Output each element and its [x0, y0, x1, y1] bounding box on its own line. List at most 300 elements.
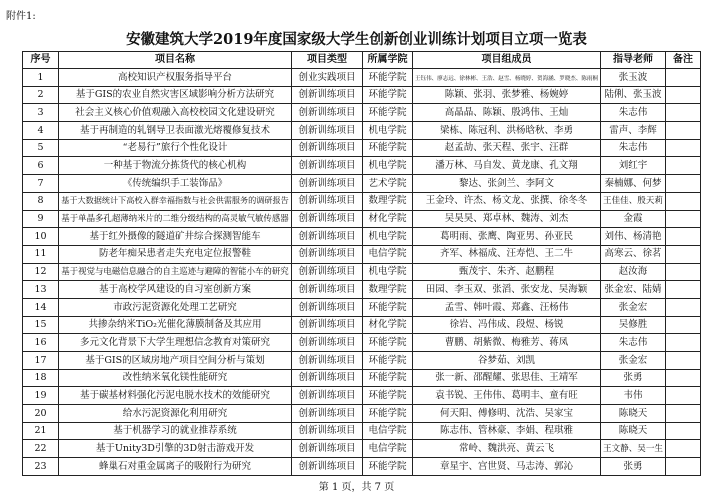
table-row: [23, 369, 701, 387]
cell-members: [413, 86, 601, 104]
table-row: [23, 352, 701, 370]
cell-advisor: [601, 298, 666, 316]
header-label: 所属学院: [367, 54, 408, 65]
college-text: 电信学院: [368, 248, 407, 260]
attachment-label: 附件1:: [6, 11, 36, 22]
cell-remark: [666, 175, 701, 193]
cell-members: [413, 228, 601, 246]
cell-type: [292, 175, 363, 193]
name-text: 共掺杂纳米TiO₂光催化薄膜制备及其应用: [88, 319, 262, 331]
cell-type: [292, 263, 363, 281]
cell-college: [363, 86, 413, 104]
cell-members: [413, 175, 601, 193]
cell-advisor: [601, 281, 666, 299]
no-text: 22: [34, 443, 47, 455]
cell-type: [292, 157, 363, 175]
name-text: 基于高校学风建设的自习室创新方案: [98, 283, 251, 295]
cell-remark: [666, 298, 701, 316]
members-text: 梁栋、陈冠利、洪杨晗秋、李勇: [439, 124, 573, 136]
cell-type: [292, 228, 363, 246]
table-row: [23, 192, 701, 210]
cell-no: [23, 104, 59, 122]
cell-no: [23, 228, 59, 246]
cell-members: [413, 245, 601, 263]
type-text: 创新训练项目: [298, 389, 356, 401]
cell-college: [363, 298, 413, 316]
type-text: 创新训练项目: [298, 319, 356, 331]
advisor-text: 陈晓天: [618, 425, 648, 437]
type-text: 创新训练项目: [298, 89, 356, 101]
header-advisor: [601, 52, 666, 69]
advisor-text: 赵汝海: [618, 266, 648, 278]
advisor-text: 朱志伟: [618, 106, 648, 118]
members-text: 甄茂宇、朱齐、赵鹏程: [458, 266, 554, 278]
project-table: [22, 51, 701, 476]
cell-advisor: [601, 458, 666, 476]
cell-members: [413, 157, 601, 175]
advisor-text: 吴修胜: [618, 319, 648, 331]
no-text: 12: [34, 266, 47, 278]
cell-no: [23, 263, 59, 281]
advisor-text: 张金宏、陆婧: [604, 283, 662, 295]
members-text: 曹鹏、胡紫微、梅雅芳、蒋凤: [444, 336, 569, 348]
cell-remark: [666, 122, 701, 140]
cell-type: [292, 422, 363, 440]
name-text: 一种基于物流分拣货代的核心机构: [103, 160, 247, 172]
advisor-text: 张金宏: [618, 301, 648, 313]
members-text: 潘万林、马自发、黄龙康、孔文翔: [435, 160, 578, 172]
type-text: 创新训练项目: [298, 106, 356, 118]
name-text: 《传统编织手工装饰品》: [122, 177, 228, 189]
cell-name: [59, 263, 292, 281]
cell-college: [363, 69, 413, 87]
cell-remark: [666, 69, 701, 87]
cell-name: [59, 157, 292, 175]
cell-remark: [666, 369, 701, 387]
cell-remark: [666, 157, 701, 175]
cell-members: [413, 458, 601, 476]
cell-college: [363, 387, 413, 405]
cell-remark: [666, 139, 701, 157]
members-text: 黎达、张剑兰、李阿文: [458, 177, 554, 189]
no-text: 13: [34, 283, 47, 295]
cell-advisor: [601, 104, 666, 122]
college-text: 机电学院: [368, 266, 407, 278]
name-text: 蜂巢石对重金属离子的吸附行为研究: [98, 460, 251, 472]
cell-remark: [666, 422, 701, 440]
no-text: 3: [37, 106, 44, 118]
cell-type: [292, 334, 363, 352]
college-text: 环能学院: [368, 372, 407, 384]
table-row: [23, 139, 701, 157]
cell-college: [363, 228, 413, 246]
members-text: 齐军、林福成、汪寿恺、王二牛: [439, 248, 573, 260]
advisor-text: 金霞: [623, 213, 643, 225]
cell-remark: [666, 104, 701, 122]
advisor-text: 王佳佳、殷天莉: [603, 196, 663, 207]
college-text: 环能学院: [368, 336, 407, 348]
cell-no: [23, 122, 59, 140]
cell-college: [363, 352, 413, 370]
advisor-text: 朱志伟: [618, 336, 648, 348]
cell-name: [59, 458, 292, 476]
table-header-row: [23, 52, 701, 69]
cell-type: [292, 69, 363, 87]
table-row: [23, 104, 701, 122]
cell-college: [363, 405, 413, 423]
no-text: 23: [34, 460, 47, 472]
name-text: 社会主义核心价值观融入高校校园文化建设研究: [75, 106, 275, 118]
table-row: [23, 316, 701, 334]
page-footer: 第 1 页，共 7 页: [318, 482, 395, 493]
cell-college: [363, 192, 413, 210]
college-text: 环能学院: [368, 89, 407, 101]
cell-remark: [666, 228, 701, 246]
cell-college: [363, 122, 413, 140]
cell-advisor: [601, 369, 666, 387]
name-text: “老易行”旅行个性化设计: [122, 142, 228, 154]
cell-members: [413, 192, 601, 210]
members-text: 徐岩、冯伟成、段煜、杨锐: [449, 319, 564, 331]
table-row: [23, 405, 701, 423]
cell-remark: [666, 458, 701, 476]
cell-type: [292, 86, 363, 104]
table-row: [23, 263, 701, 281]
table-row: [23, 281, 701, 299]
college-text: 环能学院: [368, 71, 407, 83]
advisor-text: 陆俐、张玉波: [604, 89, 662, 101]
name-text: 基于大数据统计下高校入群幸福指数与社会供需服务的调研报告: [61, 195, 289, 206]
no-text: 16: [34, 336, 47, 348]
cell-name: [59, 86, 292, 104]
cell-college: [363, 263, 413, 281]
header-label: 项目类型: [307, 54, 347, 65]
members-text: 吴昊昊、郑卓林、魏涛、刘杰: [444, 213, 569, 225]
table-row: [23, 334, 701, 352]
members-text: 葛明雨、张鹰、陶亚男、孙亚民: [439, 230, 573, 242]
type-text: 创新训练项目: [298, 230, 356, 242]
college-text: 环能学院: [368, 142, 407, 154]
cell-no: [23, 86, 59, 104]
cell-members: [413, 263, 601, 281]
advisor-text: 张勇: [623, 460, 643, 472]
name-text: 基于机器学习的就业推荐系统: [113, 425, 237, 437]
cell-advisor: [601, 157, 666, 175]
cell-members: [413, 369, 601, 387]
no-text: 20: [34, 407, 47, 419]
table-row: [23, 245, 701, 263]
cell-advisor: [601, 245, 666, 263]
cell-members: [413, 440, 601, 458]
name-text: 多元文化背景下大学生理想信念教育对策研究: [79, 336, 270, 348]
cell-no: [23, 175, 59, 193]
cell-name: [59, 405, 292, 423]
name-text: 基于GIS的区域房地产项目空间分析与策划: [85, 354, 265, 366]
cell-name: [59, 369, 292, 387]
cell-advisor: [601, 175, 666, 193]
cell-college: [363, 139, 413, 157]
college-text: 数理学院: [368, 283, 407, 295]
cell-no: [23, 369, 59, 387]
no-text: 6: [37, 160, 44, 172]
table-row: [23, 458, 701, 476]
cell-remark: [666, 387, 701, 405]
cell-remark: [666, 192, 701, 210]
cell-advisor: [601, 334, 666, 352]
no-text: 11: [34, 248, 47, 260]
cell-type: [292, 316, 363, 334]
cell-name: [59, 210, 292, 228]
college-text: 机电学院: [368, 230, 407, 242]
cell-remark: [666, 86, 701, 104]
cell-no: [23, 157, 59, 175]
cell-type: [292, 405, 363, 423]
cell-college: [363, 157, 413, 175]
no-text: 1: [37, 71, 44, 83]
name-text: 基于再制造的轧钢导卫表面激光熔覆修复技术: [79, 124, 270, 136]
members-text: 王钰伟、廖志远、徐林彬、王浩、赵雪、杨晓婷、贺海涵、罗晓杰、陈雨桐: [415, 75, 599, 82]
cell-name: [59, 387, 292, 405]
college-text: 环能学院: [368, 354, 407, 366]
college-text: 环能学院: [368, 106, 407, 118]
no-text: 10: [34, 230, 47, 242]
cell-no: [23, 334, 59, 352]
cell-advisor: [601, 86, 666, 104]
members-text: 高晶晶、陈颖、殷鸿伟、王灿: [444, 106, 569, 118]
cell-college: [363, 316, 413, 334]
members-text: 孟雪、韩叶霞、郑鑫、汪杨伟: [444, 301, 569, 313]
no-text: 4: [37, 124, 44, 136]
name-text: 改性纳米氧化镁性能研究: [122, 372, 228, 384]
document-title: 安徽建筑大学2019年度国家级大学生创新创业训练计划项目立项一览表: [126, 31, 587, 48]
members-text: 陈志伟、管林豪、李娟、程琪雅: [439, 425, 573, 437]
cell-members: [413, 422, 601, 440]
cell-name: [59, 281, 292, 299]
cell-advisor: [601, 263, 666, 281]
cell-no: [23, 281, 59, 299]
cell-college: [363, 334, 413, 352]
members-text: 章星宇、宫世贤、马志涛、郭沁: [439, 460, 573, 472]
header-college: [363, 52, 413, 69]
members-text: 张一新、邵醒耀、张思佳、王靖军: [435, 372, 578, 384]
type-text: 创新训练项目: [298, 407, 356, 419]
table-row: [23, 298, 701, 316]
header-label: 序号: [30, 54, 51, 65]
name-text: 基于视觉与电磁信息融合的自主巡迹与避障的智能小车的研究: [61, 266, 289, 277]
college-text: 艺术学院: [368, 177, 407, 189]
header-label: 项目名称: [155, 54, 195, 65]
cell-remark: [666, 245, 701, 263]
cell-members: [413, 316, 601, 334]
cell-type: [292, 369, 363, 387]
cell-name: [59, 334, 292, 352]
type-text: 创新训练项目: [298, 354, 356, 366]
cell-name: [59, 104, 292, 122]
name-text: 防老年痴呆患者走失充电定位报警鞋: [98, 248, 251, 260]
cell-college: [363, 422, 413, 440]
header-members: [413, 52, 601, 69]
type-text: 创新训练项目: [298, 213, 356, 225]
name-text: 给水污泥资源化利用研究: [122, 407, 228, 419]
table-row: [23, 422, 701, 440]
cell-advisor: [601, 405, 666, 423]
cell-no: [23, 440, 59, 458]
name-text: 市政污泥资源化处理工艺研究: [113, 301, 237, 313]
advisor-text: 高寒云、徐茗: [604, 248, 662, 260]
cell-members: [413, 210, 601, 228]
cell-college: [363, 440, 413, 458]
name-text: 基于单晶多孔超薄纳米片的二维分级结构的高灵敏气敏传感器: [61, 213, 289, 224]
cell-type: [292, 139, 363, 157]
type-text: 创业实践项目: [298, 71, 356, 83]
table-row: [23, 175, 701, 193]
cell-members: [413, 352, 601, 370]
type-text: 创新训练项目: [298, 336, 356, 348]
table-row: [23, 157, 701, 175]
members-text: 陈颖、张羽、张梦雅、杨婉婷: [444, 89, 569, 101]
cell-advisor: [601, 210, 666, 228]
header-no: [23, 52, 59, 69]
type-text: 创新训练项目: [298, 266, 356, 278]
advisor-text: 刘红宇: [618, 160, 648, 172]
cell-remark: [666, 352, 701, 370]
cell-name: [59, 228, 292, 246]
college-text: 材化学院: [368, 319, 407, 331]
cell-type: [292, 440, 363, 458]
cell-remark: [666, 263, 701, 281]
advisor-text: 张勇: [623, 372, 643, 384]
cell-college: [363, 104, 413, 122]
cell-members: [413, 281, 601, 299]
cell-name: [59, 298, 292, 316]
cell-members: [413, 104, 601, 122]
header-label: 备注: [673, 54, 693, 65]
no-text: 14: [34, 301, 47, 313]
advisor-text: 张金宏: [618, 354, 648, 366]
cell-no: [23, 298, 59, 316]
cell-no: [23, 210, 59, 228]
cell-name: [59, 352, 292, 370]
members-text: 袁书锐、王伟伟、葛明丰、童有旺: [435, 389, 578, 401]
cell-advisor: [601, 192, 666, 210]
header-label: 项目组成员: [481, 54, 532, 65]
table-row: [23, 228, 701, 246]
cell-remark: [666, 281, 701, 299]
cell-no: [23, 387, 59, 405]
cell-advisor: [601, 316, 666, 334]
type-text: 创新训练项目: [298, 301, 356, 313]
college-text: 电信学院: [368, 425, 407, 437]
cell-advisor: [601, 352, 666, 370]
cell-college: [363, 369, 413, 387]
table-row: [23, 387, 701, 405]
college-text: 材化学院: [368, 213, 407, 225]
advisor-text: 王文静、吴一生: [603, 444, 663, 454]
college-text: 环能学院: [368, 389, 407, 401]
cell-no: [23, 458, 59, 476]
cell-no: [23, 139, 59, 157]
cell-type: [292, 458, 363, 476]
cell-members: [413, 122, 601, 140]
cell-advisor: [601, 422, 666, 440]
type-text: 创新训练项目: [298, 177, 356, 189]
college-text: 机电学院: [368, 160, 407, 172]
cell-advisor: [601, 69, 666, 87]
advisor-text: 张玉波: [618, 71, 648, 83]
type-text: 创新训练项目: [298, 124, 356, 136]
advisor-text: 朱志伟: [618, 142, 648, 154]
cell-type: [292, 387, 363, 405]
cell-college: [363, 175, 413, 193]
name-text: 基于Unity3D引擎的3D射击游戏开发: [95, 443, 255, 455]
cell-type: [292, 245, 363, 263]
cell-college: [363, 245, 413, 263]
college-text: 环能学院: [368, 407, 407, 419]
members-text: 赵孟劼、张天程、张宇、汪群: [444, 142, 569, 154]
cell-name: [59, 192, 292, 210]
college-text: 数理学院: [368, 195, 407, 207]
type-text: 创新训练项目: [298, 372, 356, 384]
cell-type: [292, 352, 363, 370]
cell-no: [23, 422, 59, 440]
cell-name: [59, 122, 292, 140]
college-text: 电信学院: [368, 443, 407, 455]
type-text: 创新训练项目: [298, 283, 356, 295]
cell-name: [59, 175, 292, 193]
cell-type: [292, 192, 363, 210]
type-text: 创新训练项目: [298, 248, 356, 260]
cell-type: [292, 104, 363, 122]
name-text: 基于GIS的农业自然灾害区域影响分析方法研究: [75, 89, 275, 101]
members-text: 何天阳、傅修明、沈浩、吴家宝: [439, 407, 573, 419]
cell-no: [23, 69, 59, 87]
college-text: 机电学院: [368, 124, 407, 136]
cell-type: [292, 122, 363, 140]
type-text: 创新训练项目: [298, 443, 356, 455]
advisor-text: 刘伟、杨清艳: [604, 230, 662, 242]
cell-name: [59, 69, 292, 87]
advisor-text: 秦楠娜、何梦: [604, 177, 662, 189]
type-text: 创新训练项目: [298, 425, 356, 437]
no-text: 21: [34, 425, 47, 437]
no-text: 7: [37, 177, 44, 189]
cell-name: [59, 245, 292, 263]
no-text: 9: [37, 213, 44, 225]
cell-type: [292, 281, 363, 299]
no-text: 15: [34, 319, 47, 331]
type-text: 创新训练项目: [298, 195, 356, 207]
cell-members: [413, 387, 601, 405]
cell-advisor: [601, 228, 666, 246]
cell-type: [292, 210, 363, 228]
name-text: 高校知识产权服务指导平台: [117, 71, 232, 83]
cell-members: [413, 139, 601, 157]
members-text: 田园、李玉双、张滔、张安龙、吴海颖: [425, 283, 588, 295]
cell-remark: [666, 405, 701, 423]
advisor-text: 陈晓天: [618, 407, 648, 419]
cell-advisor: [601, 440, 666, 458]
header-type: [292, 52, 363, 69]
cell-name: [59, 139, 292, 157]
table-body: [23, 69, 701, 476]
cell-no: [23, 192, 59, 210]
members-text: 王金玲、许杰、杨文龙、张撰、徐冬冬: [425, 195, 588, 207]
advisor-text: 韦伟: [623, 389, 643, 401]
cell-name: [59, 440, 292, 458]
type-text: 创新训练项目: [298, 142, 356, 154]
cell-remark: [666, 440, 701, 458]
cell-advisor: [601, 122, 666, 140]
